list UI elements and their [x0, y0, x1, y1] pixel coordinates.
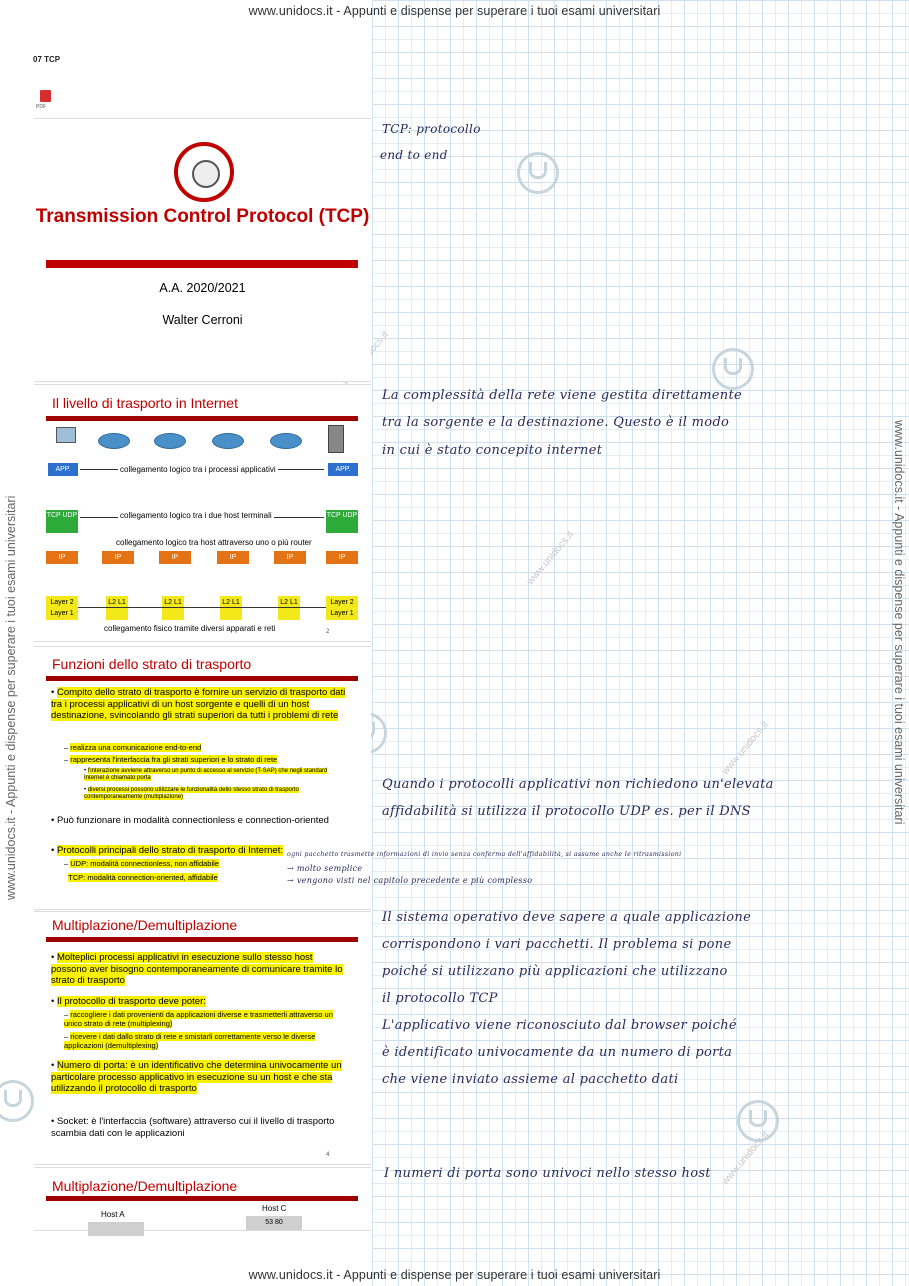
bullet-text: Compito dello strato di trasporto è fornire un servizio di trasporto dati tra i processi applicativi di un host sorgente e quelli di un host destinazione, svincolando gli strati superiori da tutti i problemi di rete	[51, 687, 346, 721]
bullet-item: • Molteplici processi applicativi in esecuzione sullo stesso host possono aver bisogno contemporaneamente di comunicare tramite lo strato di trasporto	[51, 952, 343, 986]
slide-title: Il livello di trasporto in Internet	[52, 395, 238, 411]
bullet-item: • Numero di porta: è un identificativo che determina univocamente un particolare processo applicativo in esecuzione su un host e che sta utilizzando il protocollo di trasporto	[51, 1060, 342, 1094]
connection-label: collegamento logico tra i due host terminali	[120, 511, 272, 520]
bottom-watermark-banner: www.unidocs.it - Appunti e dispense per superare i tuoi esami universitari	[248, 1268, 661, 1282]
layer-box: L2 L1	[162, 596, 184, 620]
host-c-ports: 53 80	[246, 1216, 302, 1230]
bullet-text: realizza una comunicazione end-to-end	[70, 743, 202, 752]
bullet-text: raccogliere i dati provenienti da applicazioni diverse e trasmetterli attraverso un unico strato di rete (multiplexing)	[64, 1010, 333, 1028]
tcp-udp-box-left: TCP UDP	[46, 510, 78, 533]
ip-box: IP	[274, 551, 306, 564]
handwritten-note: tra la sorgente e la destinazione. Questo è il modo	[382, 415, 730, 430]
handwritten-note: TCP: protocollo	[382, 122, 481, 136]
grid-paper-background	[372, 0, 909, 1286]
layer-box-left: Layer 2 Layer 1	[46, 596, 78, 620]
handwritten-note: in cui è stato concepito internet	[382, 443, 603, 458]
physical-line	[78, 607, 326, 608]
diagonal-watermark: www.unidocs.it	[720, 1129, 771, 1188]
app-box-right: APP.	[328, 463, 358, 476]
page-number: 4	[326, 1152, 330, 1158]
slide-main-title: Transmission Control Protocol (TCP)	[35, 206, 370, 227]
bullet-text: Protocolli principali dello strato di trasporto di Internet:	[56, 845, 283, 856]
router-icon	[212, 433, 244, 449]
unidocs-logo-watermark	[517, 152, 559, 194]
unidocs-logo-watermark	[0, 1080, 34, 1122]
academic-year: A.A. 2020/2021	[159, 281, 246, 295]
slide-title: Multiplazione/Demultiplazione	[52, 917, 238, 933]
layer-box: L2 L1	[278, 596, 300, 620]
sub-bullet-item	[64, 873, 294, 882]
router-icon	[270, 433, 302, 449]
bullet-item: • Il protocollo di trasporto deve poter:	[51, 996, 206, 1007]
bullet-text: Molteplici processi applicativi in esecuzione sullo stesso host possono aver bisogno contemporaneamente di comunicare tramite lo strato di trasporto	[51, 952, 343, 986]
ip-box: IP	[102, 551, 134, 564]
sub-bullet-item: • diversi processi possono utilizzare le funzionalità dello stesso strato di trasporto contemporaneamente (multiplazione)	[84, 787, 299, 800]
left-side-watermark: www.unidocs.it - Appunti e dispense per superare i tuoi esami universitari	[4, 495, 18, 900]
sub-bullet-item: • l'interazione avviene attraverso un punto di accesso al servizio (T-SAP) che negli standard Internet è chiamato porta	[84, 768, 328, 781]
slide-title-bar	[46, 416, 358, 421]
handwritten-note: Quando i protocolli applicativi non richiedono un'elevata	[382, 777, 774, 792]
bullet-text: Numero di porta: è un identificativo che determina univocamente un particolare processo applicativo in esecuzione su un host e che sta utilizzando il protocollo di trasporto	[51, 1060, 342, 1094]
layer-box: L2 L1	[106, 596, 128, 620]
bullet-text: Socket: è l'interfaccia (software) attraverso cui il livello di trasporto scambia dati con le applicazioni	[51, 1116, 335, 1139]
document-date	[33, 65, 60, 71]
slide-title: Funzioni dello strato di trasporto	[52, 656, 252, 672]
handwritten-note: I numeri di porta sono univoci nello stesso host	[384, 1166, 711, 1181]
handwritten-note: → vengono visti nel capitolo precedente e più complesso	[287, 876, 533, 885]
sub-bullet-item: – rappresenta l'interfaccia fra gli strati superiori e lo strato di rete	[64, 755, 278, 764]
slide-multiplexing	[34, 911, 371, 1165]
computer-icon	[56, 427, 76, 443]
handwritten-note: Il sistema operativo deve sapere a quale applicazione	[382, 910, 752, 925]
pdf-file-icon[interactable]	[40, 90, 51, 102]
handwritten-note: La complessità della rete viene gestita direttamente	[382, 388, 742, 403]
sub-bullet-item: – raccogliere i dati provenienti da applicazioni diverse e trasmetterli attraverso un unico strato di rete (multiplexing)	[64, 1010, 333, 1028]
slide-transport-layer	[34, 384, 371, 642]
ip-box: IP	[217, 551, 249, 564]
host-a-box	[88, 1222, 144, 1236]
tcp-udp-box-right: TCP UDP	[326, 510, 358, 533]
author-name: Walter Cerroni	[162, 313, 243, 327]
slide-title-bar	[46, 937, 358, 942]
connection-label: collegamento logico tra i processi applicativi	[120, 465, 276, 474]
bullet-item: • Compito dello strato di trasporto è fornire un servizio di trasporto dati tra i processi applicativi di un host sorgente e quelli di un host destinazione, svincolando gli strati superiori da tutti i problemi di rete	[51, 687, 346, 721]
layer-box: L2 L1	[220, 596, 242, 620]
host-c-label: Host C	[262, 1204, 287, 1213]
slide-multiplexing-hosts	[34, 1167, 371, 1231]
pdf-file-label: PDF	[36, 104, 46, 110]
bullet-text: Il protocollo di trasporto deve poter:	[56, 996, 206, 1007]
bullet-text: diversi processi possono utilizzare le funzionalità dello stesso strato di trasporto contemporaneamente (multiplazione)	[84, 787, 299, 800]
sub-bullet-item: – realizza una comunicazione end-to-end	[64, 743, 202, 752]
bullet-text: Può funzionare in modalità connectionless e connection-oriented	[56, 815, 329, 826]
document-title: 07 TCP	[33, 55, 61, 64]
handwritten-note: ogni pacchetto trasmette informazioni di invio senza conferma dell'affidabilità, si assume anche le ritrasmissioni	[287, 851, 682, 858]
connection-label: collegamento logico tra host attraverso uno o più router	[116, 538, 312, 547]
sub-bullet-item: – ricevere i dati dallo strato di rete e smistarli correttamente verso le diverse applicazioni (demultiplexing)	[64, 1032, 316, 1050]
handwritten-note: L'applicativo viene riconosciuto dal browser poiché	[382, 1018, 737, 1033]
slide-title-bar	[46, 676, 358, 681]
bullet-text: UDP: modalità connectionless, non affidabile	[70, 859, 219, 868]
router-icon	[154, 433, 186, 449]
unidocs-logo-watermark	[737, 1100, 779, 1142]
handwritten-note: end to end	[380, 148, 448, 162]
handwritten-note: che viene inviato assieme al pacchetto dati	[382, 1072, 679, 1087]
page-number: 2	[326, 629, 330, 635]
slide-title-page	[34, 118, 371, 382]
bullet-item: • Può funzionare in modalità connectionless e connection-oriented	[51, 815, 329, 826]
host-a-label: Host A	[101, 1210, 125, 1219]
handwritten-note: corrispondono i vari pacchetti. Il problema si pone	[382, 937, 732, 952]
unidocs-logo-watermark	[712, 348, 754, 390]
bullet-item: • Protocolli principali dello strato di trasporto di Internet:	[51, 845, 283, 856]
app-box-left: APP.	[48, 463, 78, 476]
server-icon	[328, 425, 344, 453]
handwritten-note: il protocollo TCP	[382, 991, 498, 1006]
ip-box: IP	[159, 551, 191, 564]
bullet-text: rappresenta l'interfaccia fra gli strati superiori e lo strato di rete	[70, 755, 278, 764]
bullet-item: • Socket: è l'interfaccia (software) attraverso cui il livello di trasporto scambia dati con le applicazioni	[51, 1116, 335, 1139]
diagonal-watermark: www.unidocs.it	[720, 719, 771, 778]
handwritten-note: → molto semplice	[287, 864, 363, 873]
connection-label: collegamento fisico tramite diversi apparati e reti	[104, 624, 276, 633]
title-divider	[46, 260, 358, 268]
sub-bullet-item: – UDP: modalità connectionless, non affidabile	[64, 859, 219, 868]
slide-title-bar	[46, 1196, 358, 1201]
bullet-text: ricevere i dati dallo strato di rete e smistarli correttamente verso le diverse applicazioni (demultiplexing)	[64, 1032, 316, 1050]
handwritten-note: è identificato univocamente da un numero di porta	[382, 1045, 733, 1060]
document-header	[33, 55, 60, 71]
slide-title: Multiplazione/Demultiplazione	[52, 1178, 238, 1194]
layer-box-right: Layer 2 Layer 1	[326, 596, 358, 620]
handwritten-note: poiché si utilizzano più applicazioni che utilizzano	[382, 964, 728, 979]
ip-box: IP	[46, 551, 78, 564]
handwritten-note: affidabilità si utilizza il protocollo UDP es. per il DNS	[382, 804, 751, 819]
right-side-watermark: www.unidocs.it - Appunti e dispense per superare i tuoi esami universitari	[892, 420, 906, 825]
ip-box: IP	[326, 551, 358, 564]
bullet-text: TCP: modalità connection-oriented, affidabile	[68, 873, 218, 882]
top-watermark-banner: www.unidocs.it - Appunti e dispense per superare i tuoi esami universitari	[248, 4, 661, 18]
diagonal-watermark: www.unidocs.it	[525, 529, 576, 588]
bullet-text: l'interazione avviene attraverso un punto di accesso al servizio (T-SAP) che negli standard Internet è chiamato porta	[84, 768, 328, 781]
university-seal-icon	[174, 142, 234, 202]
router-icon	[98, 433, 130, 449]
